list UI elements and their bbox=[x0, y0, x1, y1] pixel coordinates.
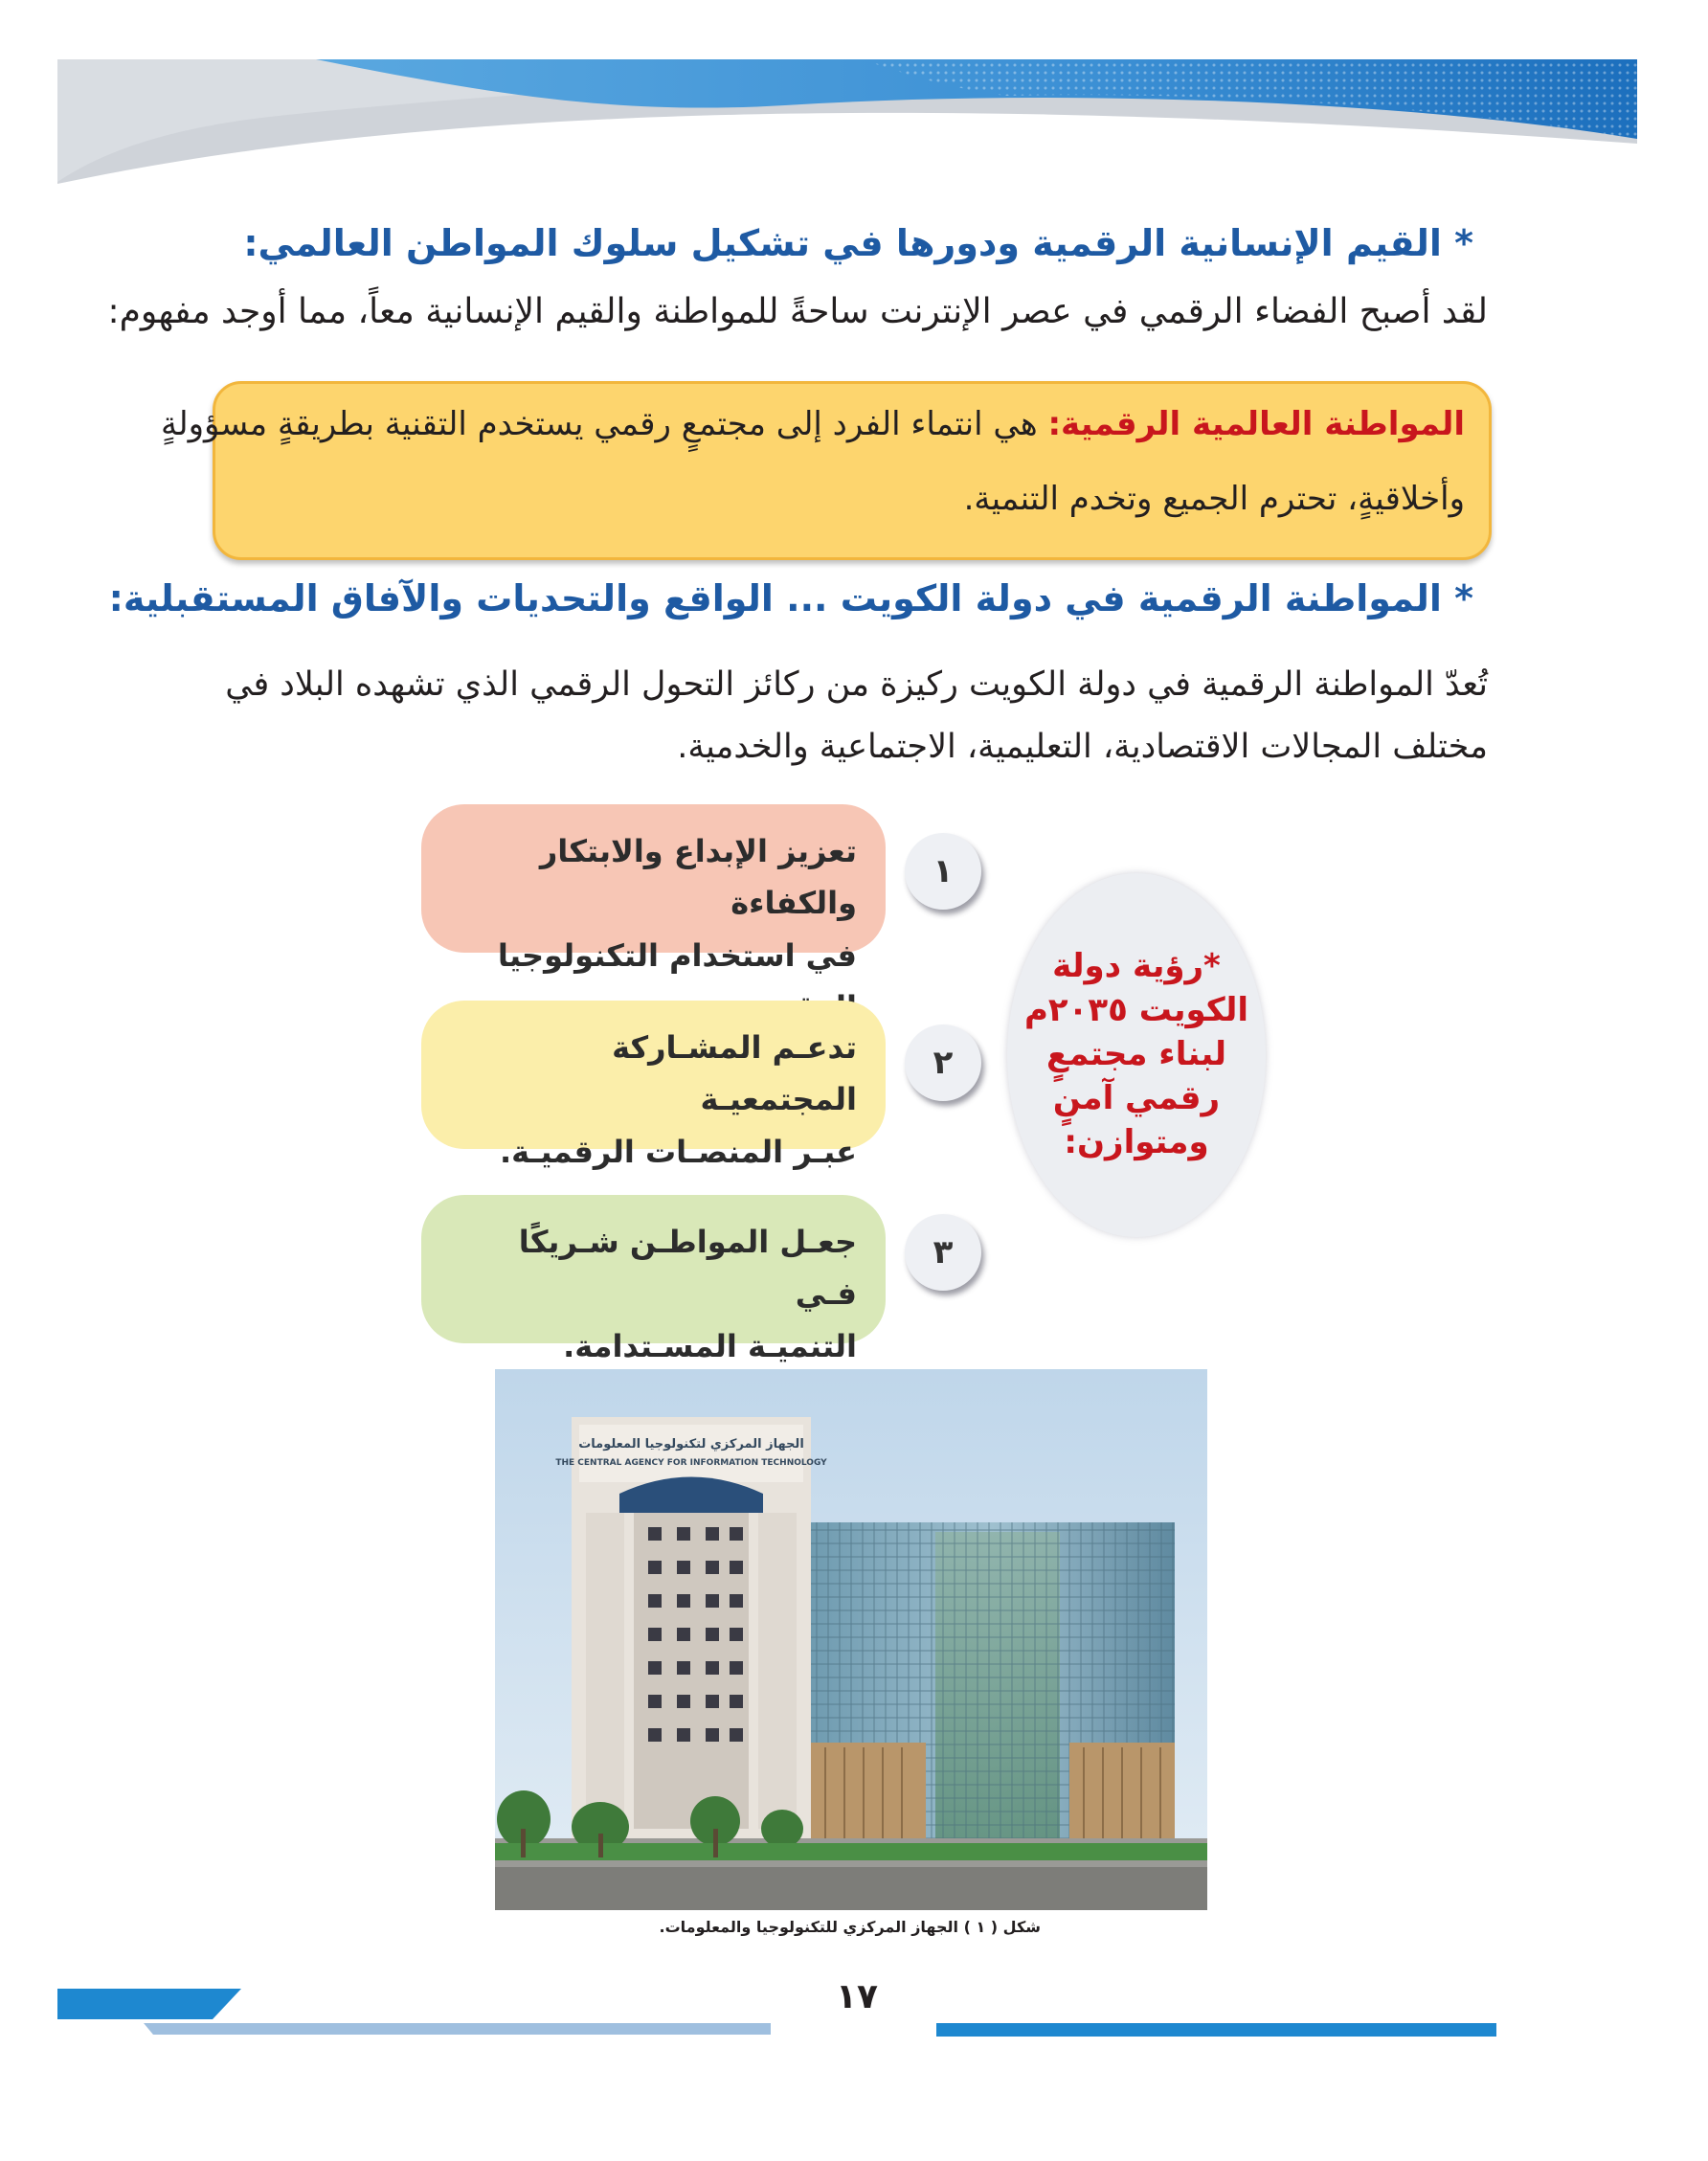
definition-line-1 bbox=[161, 405, 1465, 443]
page-number: ١٧ bbox=[836, 1977, 878, 2016]
vision-2035-bubble bbox=[1007, 873, 1266, 1237]
definition-term: المواطنة العالمية الرقمية: bbox=[1047, 405, 1465, 443]
goal-pill-1 bbox=[421, 804, 886, 974]
figure-caption: شكل ( ١ ) الجهاز المركزي للتكنولوجيا والمعلومات. bbox=[659, 1918, 1041, 1936]
definition-box bbox=[161, 381, 1492, 560]
definition-text-1: هي انتماء الفرد إلى مجتمعٍ رقمي يستخدم التقنية بطريقةٍ مسؤولةٍ bbox=[161, 405, 1048, 443]
vision-line-1: *رؤية دولة bbox=[1052, 947, 1221, 986]
goal-number-2: ٢ bbox=[905, 1024, 981, 1101]
vision-line-3: لبناء مجتمعٍ bbox=[1046, 1035, 1226, 1074]
goal-pill-3 bbox=[421, 1195, 886, 1364]
goal-2-line-2: عبـر المنصـات الرقميـة. bbox=[499, 1133, 857, 1170]
definition-line-2: وأخلاقيةٍ، تحترم الجميع وتخدم التنمية. bbox=[963, 480, 1465, 518]
goal-1-line-2: في استخدام التكنولوجيا bbox=[497, 936, 857, 974]
section-heading-kuwait-digital-citizenship: * المواطنة الرقمية في دولة الكويت ... الواقع والتحديات والآفاق المستقبلية: bbox=[108, 577, 1473, 619]
kuwait-paragraph-line-2: مختلف المجالات الاقتصادية، التعليمية، الاجتماعية والخدمية. bbox=[677, 728, 1488, 766]
sign-arabic-text: الجهاز المركزي لتكنولوجيا المعلومات bbox=[578, 1437, 804, 1452]
goal-1-line-1: تعزيز الإبداع والابتكار والكفاءة bbox=[539, 833, 857, 922]
vision-line-2: الكويت ٢٠٣٥م bbox=[1023, 991, 1249, 1030]
goal-2-line-1: تدعـم المشـاركة المجتمعيـة bbox=[612, 1029, 857, 1118]
goal-number-1: ١ bbox=[905, 833, 981, 910]
building-photo bbox=[495, 1369, 1207, 1910]
vision-line-5: ومتوازن: bbox=[1064, 1122, 1209, 1161]
intro-paragraph: لقد أصبح الفضاء الرقمي في عصر الإنترنت ساحةً للمواطنة والقيم الإنسانية معاً، مما أوجد مفهوم: bbox=[107, 292, 1488, 331]
kuwait-paragraph-line-1: تُعدّ المواطنة الرقمية في دولة الكويت ركيزة من ركائز التحول الرقمي الذي تشهده البلاد في bbox=[225, 665, 1488, 704]
goal-number-3: ٣ bbox=[905, 1214, 981, 1291]
goal-3-line-2: التنميـة المسـتدامة. bbox=[563, 1327, 857, 1364]
section-heading-digital-human-values: * القيم الإنسانية الرقمية ودورها في تشكيل سلوك المواطن العالمي: bbox=[243, 222, 1473, 264]
goal-pill-2 bbox=[421, 1001, 886, 1170]
vision-line-4: رقمي آمنٍ bbox=[1052, 1078, 1221, 1117]
sign-english-text: THE CENTRAL AGENCY FOR INFORMATION TECHNOLOGY bbox=[555, 1458, 827, 1468]
header-wave-banner bbox=[0, 0, 1708, 191]
goal-3-line-1: جعـل المواطـن شـريكًا فـي bbox=[518, 1224, 857, 1313]
